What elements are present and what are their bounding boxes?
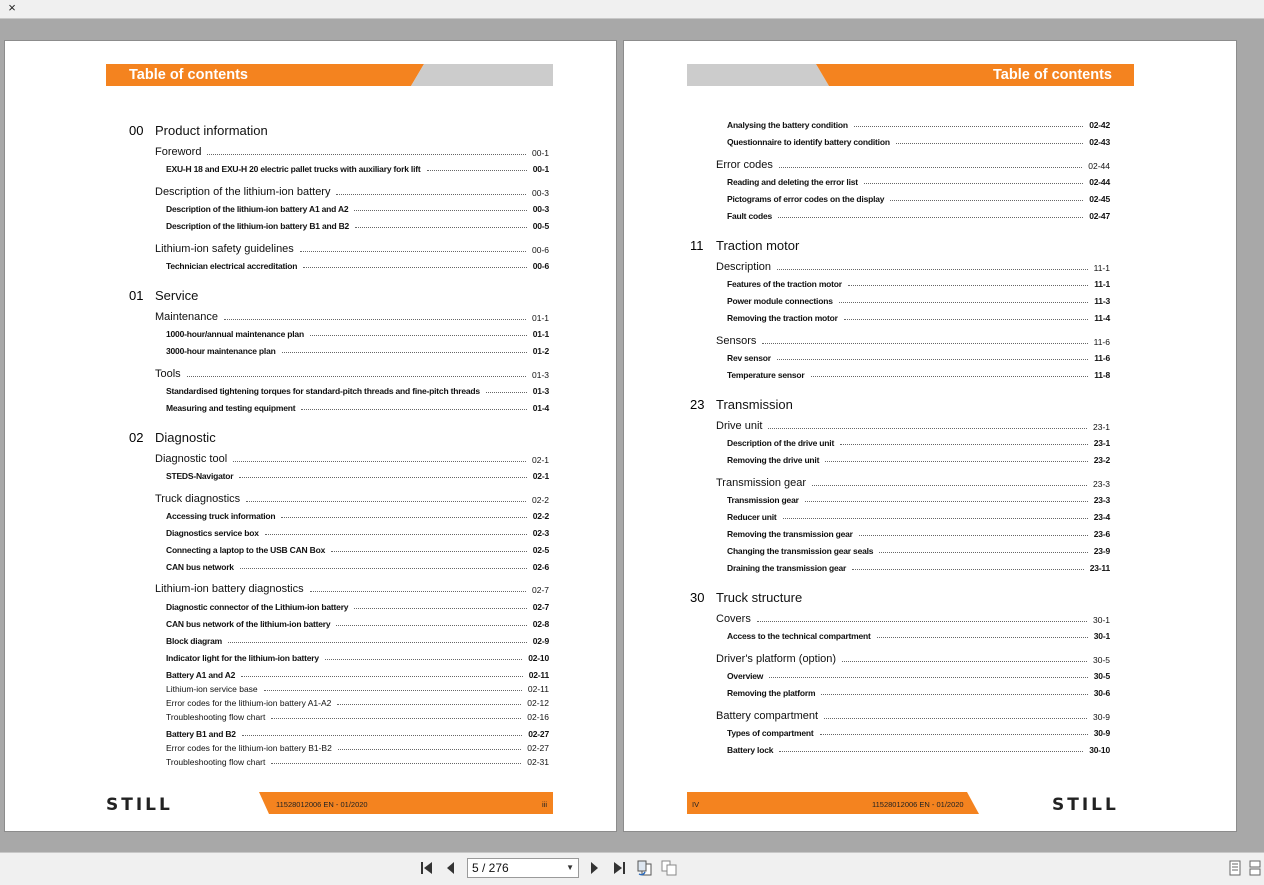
toc-section-entry[interactable] <box>155 311 549 323</box>
entry-page-number: 02-10 <box>528 653 549 663</box>
entry-title: Battery lock <box>727 745 774 755</box>
entry-page-number: 02-42 <box>1089 120 1110 130</box>
toc-subsection-entry[interactable] <box>727 671 1110 681</box>
toc-subsection-entry[interactable] <box>727 279 1110 289</box>
entry-page-number: 30-5 <box>1093 671 1110 681</box>
entry-title: Tools <box>155 368 181 380</box>
entry-title: Maintenance <box>155 311 218 323</box>
dot-leader <box>282 352 527 353</box>
dot-leader <box>427 170 527 171</box>
page-number: IV <box>692 800 700 809</box>
dot-leader <box>187 376 526 377</box>
dot-leader <box>762 343 1087 344</box>
entry-page-number: 30-6 <box>1093 688 1110 698</box>
entry-page-number: 30-9 <box>1092 712 1110 722</box>
entry-title: Removing the drive unit <box>727 455 820 465</box>
dot-leader <box>246 501 526 502</box>
entry-page-number: 30-1 <box>1092 615 1110 625</box>
entry-title: Questionnaire to identify battery condition <box>727 137 890 147</box>
entry-page-number: 11-1 <box>1094 279 1110 289</box>
entry-page-number: 00-6 <box>532 261 549 271</box>
entry-page-number: 01-3 <box>532 386 549 396</box>
toc-section-entry[interactable] <box>155 186 549 198</box>
toc-subsection-entry[interactable] <box>727 529 1110 539</box>
entry-title: Drive unit <box>716 420 763 432</box>
entry-title: Fault codes <box>727 211 773 221</box>
dot-leader <box>228 642 527 643</box>
entry-page-number: 11-8 <box>1094 370 1110 380</box>
entry-title: Pictograms of error codes on the display <box>727 194 885 204</box>
toc-chapter-heading[interactable] <box>690 397 990 412</box>
entry-page-number: 02-7 <box>531 585 549 595</box>
dot-leader <box>778 217 1083 218</box>
entry-title: Temperature sensor <box>727 370 805 380</box>
toc-subsection-entry[interactable] <box>727 211 1110 221</box>
dot-leader <box>824 718 1087 719</box>
entry-title: CAN bus network of the lithium-ion battery <box>166 619 331 629</box>
entry-title: STEDS-Navigator <box>166 471 234 481</box>
dot-leader <box>354 210 526 211</box>
entry-title: Access to the technical compartment <box>727 631 871 641</box>
entry-page-number: 02-44 <box>1089 177 1110 187</box>
page-number: iii <box>542 800 547 809</box>
entry-page-number: 30-5 <box>1092 655 1110 665</box>
chapter-number: 02 <box>129 430 144 445</box>
toc-subsection-entry[interactable] <box>166 403 549 413</box>
entry-title: Error codes for the lithium-ion battery B1-B2 <box>166 743 332 753</box>
page-footer <box>687 792 1134 814</box>
toc-subsection-entry[interactable] <box>727 688 1110 698</box>
dot-leader <box>825 461 1088 462</box>
dot-leader <box>769 677 1088 678</box>
entry-title: Removing the traction motor <box>727 313 838 323</box>
entry-page-number: 02-5 <box>532 545 549 555</box>
entry-title: Overview <box>727 671 764 681</box>
entry-title: Description <box>716 261 772 273</box>
viewer-toolbar <box>0 852 1264 885</box>
toc-subsection-entry[interactable] <box>727 546 1110 556</box>
entry-page-number: 02-12 <box>527 698 549 708</box>
dot-leader <box>859 535 1088 536</box>
toc-subsection-entry[interactable] <box>727 313 1110 323</box>
dot-leader <box>310 335 527 336</box>
entry-title: Diagnostic connector of the Lithium-ion battery <box>166 602 349 612</box>
entry-title: Sensors <box>716 335 757 347</box>
entry-page-number: 01-3 <box>531 370 549 380</box>
prev-page-icon[interactable] <box>442 859 460 877</box>
toc-subsection-entry[interactable] <box>727 563 1110 573</box>
chapter-number: 01 <box>129 288 144 303</box>
toc-subsection-entry[interactable] <box>727 455 1110 465</box>
toc-section-entry[interactable] <box>716 613 1110 625</box>
entry-title: Error codes for the lithium-ion battery A1-A2 <box>166 698 332 708</box>
toc-subsection-entry[interactable] <box>166 221 549 231</box>
entry-page-number: 11-6 <box>1093 337 1110 347</box>
dot-leader <box>264 690 522 691</box>
entry-title: Types of compartment <box>727 728 814 738</box>
continuous-layout-icon[interactable] <box>1246 859 1264 877</box>
dot-leader <box>271 763 521 764</box>
entry-title: Error codes <box>716 159 773 171</box>
chapter-number: 11 <box>690 238 704 253</box>
entry-page-number: 23-1 <box>1092 422 1110 432</box>
toc-subsection-entry[interactable] <box>166 545 549 555</box>
dot-leader <box>300 251 526 252</box>
entry-title: Accessing truck information <box>166 511 276 521</box>
entry-title: Connecting a laptop to the USB CAN Box <box>166 545 326 555</box>
entry-title: 3000-hour maintenance plan <box>166 346 276 356</box>
toc-subsection-entry[interactable] <box>166 261 549 271</box>
entry-title: Foreword <box>155 146 202 158</box>
entry-page-number: 11-6 <box>1094 353 1110 363</box>
toc-subsection-entry[interactable] <box>727 495 1110 505</box>
dot-leader <box>777 269 1088 270</box>
close-icon[interactable]: × <box>8 0 16 15</box>
entry-title: EXU-H 18 and EXU-H 20 electric pallet trucks with auxiliary fork lift <box>166 164 421 174</box>
entry-page-number: 02-3 <box>532 528 549 538</box>
entry-page-number: 02-7 <box>532 602 549 612</box>
toc-section-entry[interactable] <box>155 453 549 465</box>
dot-leader <box>768 428 1087 429</box>
entry-title: Rev sensor <box>727 353 771 363</box>
entry-page-number: 02-1 <box>532 471 549 481</box>
entry-page-number: 00-5 <box>532 221 549 231</box>
entry-title: Transmission gear <box>727 495 799 505</box>
dot-leader <box>757 621 1087 622</box>
toc-subsection-entry[interactable] <box>166 743 549 753</box>
toc-subsection-entry[interactable] <box>166 729 549 739</box>
page-indicator: 5 / 276 <box>472 861 509 875</box>
dot-leader <box>224 319 526 320</box>
chapter-number: 23 <box>690 397 705 412</box>
entry-page-number: 23-2 <box>1093 455 1110 465</box>
toc-subsection-entry[interactable] <box>166 619 549 629</box>
toc-subsection-entry[interactable] <box>166 602 549 612</box>
dot-leader <box>844 319 1088 320</box>
dot-leader <box>811 376 1089 377</box>
entry-title: Description of the drive unit <box>727 438 835 448</box>
toc-subsection-entry[interactable] <box>166 757 549 767</box>
entry-title: Battery B1 and B2 <box>166 729 236 739</box>
entry-page-number: 00-3 <box>531 188 549 198</box>
entry-page-number: 01-1 <box>532 329 549 339</box>
entry-page-number: 30-9 <box>1093 728 1110 738</box>
toc-chapter-heading[interactable] <box>690 238 990 253</box>
first-page-icon[interactable] <box>418 859 436 877</box>
dot-leader <box>779 167 1082 168</box>
dot-leader <box>281 517 526 518</box>
entry-title: Description of the lithium-ion battery B1 and B2 <box>166 221 350 231</box>
dot-leader <box>325 659 522 660</box>
entry-page-number: 02-2 <box>532 511 549 521</box>
page-number-input[interactable] <box>467 858 579 878</box>
entry-page-number: 02-2 <box>531 495 549 505</box>
entry-page-number: 23-9 <box>1093 546 1110 556</box>
entry-page-number: 02-6 <box>532 562 549 572</box>
entry-title: Reducer unit <box>727 512 777 522</box>
entry-page-number: 23-4 <box>1093 512 1110 522</box>
page-footer <box>106 792 553 814</box>
entry-title: Features of the traction motor <box>727 279 842 289</box>
entry-title: Lithium-ion battery diagnostics <box>155 583 304 595</box>
entry-page-number: 11-3 <box>1094 296 1110 306</box>
dot-leader <box>779 751 1083 752</box>
entry-page-number: 00-1 <box>532 164 549 174</box>
toc-subsection-entry[interactable] <box>727 370 1110 380</box>
entry-title: Power module connections <box>727 296 833 306</box>
entry-page-number: 02-45 <box>1089 194 1110 204</box>
toc-subsection-entry[interactable] <box>727 745 1110 755</box>
toc-section-entry[interactable] <box>155 146 549 158</box>
toc-subsection-entry[interactable] <box>166 636 549 646</box>
entry-page-number: 11-4 <box>1094 313 1110 323</box>
entry-title: Truck diagnostics <box>155 493 241 505</box>
entry-page-number: 00-1 <box>531 148 549 158</box>
entry-page-number: 02-11 <box>528 670 549 680</box>
entry-page-number: 23-3 <box>1093 495 1110 505</box>
toc-banner <box>106 64 553 86</box>
dot-leader <box>336 625 526 626</box>
document-page-right <box>623 40 1237 832</box>
entry-title: Lithium-ion safety guidelines <box>155 243 294 255</box>
dot-leader <box>821 694 1087 695</box>
dot-leader <box>265 534 527 535</box>
dot-leader <box>242 735 522 736</box>
dot-leader <box>271 718 521 719</box>
dot-leader <box>805 501 1088 502</box>
toc-section-entry[interactable] <box>155 368 549 380</box>
toc-subsection-entry[interactable] <box>166 684 549 694</box>
toc-section-entry[interactable] <box>716 261 1110 273</box>
dot-leader <box>331 551 527 552</box>
toc-subsection-entry[interactable] <box>166 653 549 663</box>
dot-leader <box>241 676 523 677</box>
entry-page-number: 02-31 <box>527 757 549 767</box>
entry-page-number: 02-27 <box>527 743 549 753</box>
dot-leader <box>207 154 526 155</box>
toc-banner <box>687 64 1134 86</box>
dot-leader <box>848 285 1088 286</box>
toc-subsection-entry[interactable] <box>166 670 549 680</box>
toc-subsection-entry[interactable] <box>166 712 549 722</box>
toc-subsection-entry[interactable] <box>166 329 549 339</box>
entry-page-number: 23-1 <box>1093 438 1110 448</box>
toc-subsection-entry[interactable] <box>727 120 1110 130</box>
entry-page-number: 02-16 <box>527 712 549 722</box>
still-logo: STILL <box>1052 795 1119 815</box>
toc-subsection-entry[interactable] <box>727 194 1110 204</box>
dot-leader <box>233 461 526 462</box>
two-page-view-icon[interactable] <box>660 859 678 877</box>
entry-page-number: 02-11 <box>527 684 549 694</box>
chapter-title: Truck structure <box>716 590 803 605</box>
dot-leader <box>336 194 526 195</box>
dot-leader <box>812 485 1087 486</box>
entry-title: Battery A1 and A2 <box>166 670 236 680</box>
entry-title: Changing the transmission gear seals <box>727 546 874 556</box>
entry-title: Removing the platform <box>727 688 816 698</box>
dot-leader <box>303 267 527 268</box>
dot-leader <box>877 637 1088 638</box>
entry-page-number: 30-10 <box>1089 745 1110 755</box>
toc-subsection-entry[interactable] <box>166 562 549 572</box>
entry-title: Removing the transmission gear <box>727 529 853 539</box>
toc-subsection-entry[interactable] <box>727 353 1110 363</box>
dot-leader <box>839 302 1089 303</box>
entry-page-number: 01-2 <box>532 346 549 356</box>
single-page-layout-icon[interactable] <box>1226 859 1244 877</box>
chapter-number: 00 <box>129 123 144 138</box>
toc-chapter-heading[interactable] <box>690 590 990 605</box>
entry-title: Technician electrical accreditation <box>166 261 298 271</box>
entry-title: Measuring and testing equipment <box>166 403 296 413</box>
toc-section-entry[interactable] <box>716 477 1110 489</box>
entry-title: Troubleshooting flow chart <box>166 712 266 722</box>
toc-subsection-entry[interactable] <box>727 512 1110 522</box>
entry-page-number: 23-6 <box>1093 529 1110 539</box>
entry-title: Transmission gear <box>716 477 807 489</box>
entry-title: CAN bus network <box>166 562 234 572</box>
dot-leader <box>820 734 1088 735</box>
toc-subsection-entry[interactable] <box>727 296 1110 306</box>
doc-id: 11528012006 EN - 01/2020 <box>276 800 368 809</box>
toc-section-entry[interactable] <box>155 243 549 255</box>
chapter-title: Service <box>155 288 199 303</box>
dot-leader <box>783 518 1088 519</box>
title-bar <box>0 0 1264 19</box>
dot-leader <box>355 227 527 228</box>
toc-title: Table of contents <box>129 67 248 83</box>
entry-page-number: 11-1 <box>1093 263 1110 273</box>
toc-subsection-entry[interactable] <box>166 204 549 214</box>
dot-leader <box>879 552 1087 553</box>
dot-leader <box>337 704 521 705</box>
entry-page-number: 02-9 <box>532 636 549 646</box>
entry-title: Troubleshooting flow chart <box>166 757 266 767</box>
entry-title: Draining the transmission gear <box>727 563 847 573</box>
entry-page-number: 01-4 <box>532 403 549 413</box>
still-logo: STILL <box>106 795 173 815</box>
entry-page-number: 00-3 <box>532 204 549 214</box>
dot-leader <box>777 359 1088 360</box>
toc-subsection-entry[interactable] <box>727 631 1110 641</box>
entry-title: Battery compartment <box>716 710 819 722</box>
toc-chapter-heading[interactable] <box>129 430 429 445</box>
entry-title: Indicator light for the lithium-ion battery <box>166 653 319 663</box>
entry-page-number: 02-27 <box>528 729 549 739</box>
chapter-title: Transmission <box>716 397 793 412</box>
entry-title: Reading and deleting the error list <box>727 177 858 187</box>
document-page-left <box>4 40 617 832</box>
entry-page-number: 23-3 <box>1092 479 1110 489</box>
entry-page-number: 01-1 <box>531 313 549 323</box>
entry-title: Analysing the battery condition <box>727 120 848 130</box>
entry-page-number: 23-11 <box>1089 563 1110 573</box>
chapter-title: Traction motor <box>716 238 800 253</box>
entry-page-number: 02-47 <box>1089 211 1110 221</box>
chapter-title: Product information <box>155 123 268 138</box>
entry-title: Driver's platform (option) <box>716 653 837 665</box>
entry-title: Lithium-ion service base <box>166 684 258 694</box>
entry-title: Block diagram <box>166 636 222 646</box>
toc-section-entry[interactable] <box>716 420 1110 432</box>
dot-leader <box>852 569 1084 570</box>
toc-chapter-heading[interactable] <box>129 123 429 138</box>
next-page-icon[interactable] <box>586 859 604 877</box>
entry-page-number: 30-1 <box>1093 631 1110 641</box>
dot-leader <box>338 749 521 750</box>
toc-chapter-heading[interactable] <box>129 288 429 303</box>
toc-section-entry[interactable] <box>716 159 1110 171</box>
dot-leader <box>854 126 1083 127</box>
entry-page-number: 02-8 <box>532 619 549 629</box>
toc-section-entry[interactable] <box>716 710 1110 722</box>
toc-subsection-entry[interactable] <box>166 346 549 356</box>
toc-subsection-entry[interactable] <box>727 137 1110 147</box>
dot-leader <box>890 200 1083 201</box>
dot-leader <box>301 409 526 410</box>
entry-page-number: 02-43 <box>1089 137 1110 147</box>
toc-section-entry[interactable] <box>716 653 1110 665</box>
entry-title: Covers <box>716 613 751 625</box>
chevron-down-icon[interactable]: ▼ <box>566 863 574 872</box>
toc-section-entry[interactable] <box>716 335 1110 347</box>
toc-subsection-entry[interactable] <box>166 386 549 396</box>
dot-leader <box>840 444 1088 445</box>
toc-subsection-entry[interactable] <box>727 438 1110 448</box>
chapter-title: Diagnostic <box>155 430 216 445</box>
entry-title: Standardised tightening torques for standard-pitch threads and fine-pitch threads <box>166 386 480 396</box>
rotate-view-icon[interactable] <box>636 859 654 877</box>
dot-leader <box>310 591 526 592</box>
entry-title: 1000-hour/annual maintenance plan <box>166 329 304 339</box>
toc-section-entry[interactable] <box>155 583 549 595</box>
dot-leader <box>240 568 527 569</box>
toc-subsection-entry[interactable] <box>166 471 549 481</box>
entry-page-number: 02-1 <box>531 455 549 465</box>
doc-id: 11528012006 EN - 01/2020 <box>872 800 964 809</box>
entry-title: Diagnostic tool <box>155 453 228 465</box>
dot-leader <box>842 661 1087 662</box>
toc-subsection-entry[interactable] <box>166 698 549 708</box>
entry-title: Diagnostics service box <box>166 528 259 538</box>
toc-subsection-entry[interactable] <box>166 511 549 521</box>
dot-leader <box>239 477 526 478</box>
dot-leader <box>354 608 526 609</box>
toc-title: Table of contents <box>993 67 1112 83</box>
dot-leader <box>486 392 527 393</box>
toc-subsection-entry[interactable] <box>166 164 549 174</box>
toc-section-entry[interactable] <box>155 493 549 505</box>
entry-title: Description of the lithium-ion battery A1 and A2 <box>166 204 349 214</box>
toc-subsection-entry[interactable] <box>727 728 1110 738</box>
dot-leader <box>896 143 1083 144</box>
entry-page-number: 02-44 <box>1088 161 1110 171</box>
chapter-number: 30 <box>690 590 705 605</box>
entry-title: Description of the lithium-ion battery <box>155 186 331 198</box>
last-page-icon[interactable] <box>610 859 628 877</box>
toc-subsection-entry[interactable] <box>727 177 1110 187</box>
entry-page-number: 00-6 <box>531 245 549 255</box>
dot-leader <box>864 183 1083 184</box>
toc-subsection-entry[interactable] <box>166 528 549 538</box>
